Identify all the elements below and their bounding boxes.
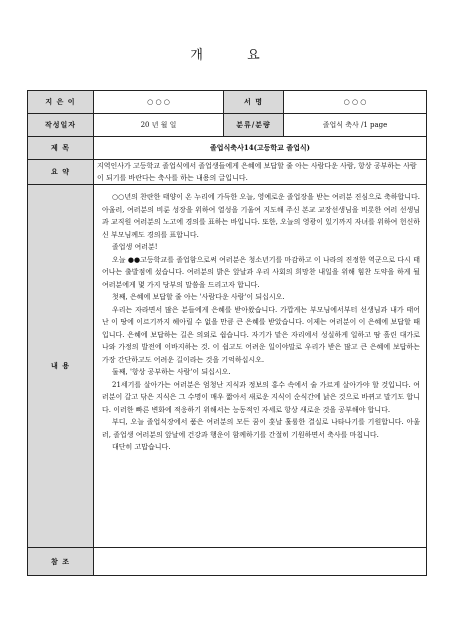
content-paragraph: 우리는 자라면서 많은 분들에게 은혜를 받아왔습니다. 가깝게는 부모님에서부터 선생님과 내가 태어난 이 땅에 이르기까지 헤아릴 수 없을 만큼 큰 은혜를 받았습니다. 이제는 여러분이 이 은혜에 보답할 때입니다. 은혜에 보답하는 길은 의외로 쉽습니다. 자기가 맡은 자리에서 성실하게 일하고 땀 흘린 대가로 나와 가정의 발전에 이바지하는 것. 이 쉽고도 어려운 일이야말로 우리가 받은 많고 큰 은혜에 보답하는 가장 간단하고도 어려운 길이라는 것을 기억하십시오. [102, 305, 420, 364]
content-paragraph: 졸업생 여러분! [112, 243, 158, 251]
summary-row [28, 160, 427, 185]
content-label: 내 용 [28, 185, 94, 548]
date-label: 작성일자 [28, 114, 94, 137]
reference-row [28, 548, 427, 576]
document-title: 개 요 [190, 48, 280, 63]
content-paragraph: 둘째, '항상 공부하는 사람'이 되십시오. [112, 368, 231, 376]
content-paragraph: 부디, 오늘 졸업식장에서 품은 여러분의 모든 꿈이 훗날 훌륭한 결실로 나타나기를 기원합니다. 아울러, 졸업생 여러분의 앞날에 건강과 행운이 함께하기를 간절히 기원하면서 축사를 마칩니다. [102, 418, 420, 439]
content-body [94, 185, 427, 548]
reference-label: 참 조 [28, 548, 94, 576]
author-row [28, 91, 427, 114]
date-value: 20 년 월 일 [94, 114, 224, 137]
subject-label: 제 목 [28, 137, 94, 160]
content-paragraph: ○○년의 찬란한 태양이 온 누리에 가득한 오늘, 영예로운 졸업장을 받는 여러분 진심으로 축하합니다. 아울러, 여러분의 비룬 성장을 위하여 열성을 기울여 지도해 주신 본교 교장선생님을 비롯한 여러 선생님과 교직원 여러분의 노고에 경의를 표하는 바입니다. 또한, 오늘의 영광이 있기까지 자녀를 위하여 헌신하신 부모님께도 경의를 표합니다. [102, 193, 420, 239]
content-paragraph: 21세기를 살아가는 여러분은 엄청난 지식과 정보의 홍수 속에서 술 가르게 살아가야 할 것입니다. 여러분이 갈고 닦은 지식은 그 수명이 매우 짧아서 새로운 지식이 순식간에 낡은 것으로 바뀌고 말기도 합니다. 이러한 빠른 변화에 적응하기 위해서는 능동적인 자세로 항상 새로운 것을 공부해야 합니다. [102, 380, 420, 414]
category-value: 졸업식 축사 /1 page [284, 114, 427, 137]
content-row [28, 185, 427, 548]
reference-value [94, 548, 427, 576]
author-label: 지 은 이 [28, 91, 94, 114]
author-value: ○ ○ ○ [94, 91, 224, 114]
subject-row [28, 137, 427, 160]
signature-value: ○ ○ ○ [284, 91, 427, 114]
date-row [28, 114, 427, 137]
summary-value: 지역인사가 고등학교 졸업식에서 졸업생들에게 은혜에 보답할 줄 아는 사람다운 사람, 항상 공부하는 사람이 되기를 바란다는 축사를 하는 내용의 글입니다. [94, 160, 427, 185]
content-paragraph: 대단히 고맙습니다. [112, 443, 171, 451]
overview-form-table [27, 90, 427, 576]
content-paragraph: 첫째, 은혜에 보답할 줄 아는 '사람다운 사람'이 되십시오. [112, 293, 285, 301]
subject-value: 졸업식축사14(고등학교 졸업식) [94, 137, 427, 160]
category-label: 분류/분량 [224, 114, 284, 137]
content-paragraph: 오늘 ●●고등학교를 졸업함으로써 여러분은 청소년기를 마감하고 이 나라의 진정한 역군으로 다시 태어나는 출발점에 섰습니다. 여러분의 밝은 앞날과 우리 사회의 희망찬 내일을 위해 힘찬 도약을 하게 될 여러분에게 몇 가지 당부의 말씀을 드리고자 합니다. [102, 255, 420, 289]
summary-label: 요 약 [28, 160, 94, 185]
signature-label: 서 명 [224, 91, 284, 114]
